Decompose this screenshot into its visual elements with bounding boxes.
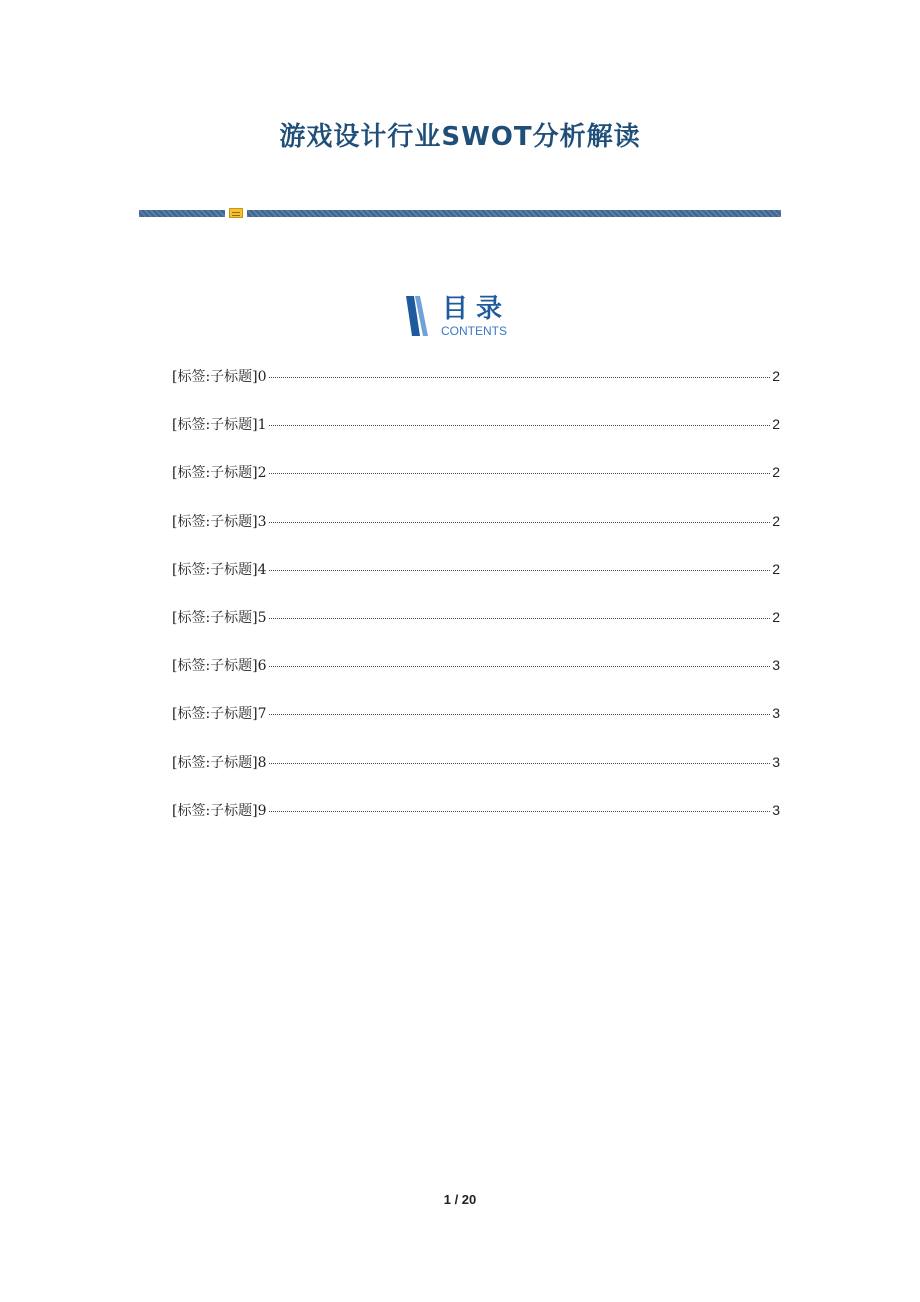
toc-entry[interactable] (172, 511, 780, 559)
toc-leader-dots (269, 811, 771, 812)
toc-entry-page: 3 (772, 801, 780, 818)
toc-leader-dots (269, 570, 771, 571)
toc-subheading: CONTENTS (441, 324, 507, 338)
toc-entry-label: [标签:子标题]5 (172, 609, 267, 626)
toc-leader-dots (269, 425, 771, 426)
document-title: 游戏设计行业SWOT分析解读 (279, 122, 641, 152)
toc-leader-dots (269, 473, 771, 474)
toc-leader-dots (269, 618, 771, 619)
toc-entry[interactable] (172, 607, 780, 655)
divider-right-bar (247, 210, 781, 217)
toc-entry-label: [标签:子标题]4 (172, 561, 267, 578)
toc-leader-dots (269, 763, 771, 764)
book-icon (229, 208, 243, 218)
toc-entry-label: [标签:子标题]8 (172, 754, 267, 771)
toc-entry[interactable] (172, 800, 780, 848)
page-indicator: 1 / 20 (443, 1192, 477, 1207)
toc-heading: 目录 (442, 294, 511, 324)
toc-stripe-icon (404, 294, 434, 338)
toc-leader-dots (269, 522, 771, 523)
toc-entry-page: 2 (772, 512, 780, 529)
toc-entry-page: 3 (772, 705, 780, 722)
toc-entry[interactable] (172, 414, 780, 462)
toc-entry[interactable] (172, 752, 780, 800)
toc-leader-dots (269, 714, 771, 715)
toc-entry-page: 2 (772, 416, 780, 433)
title-divider (139, 208, 781, 218)
divider-left-bar (139, 210, 225, 217)
toc-header (404, 294, 524, 340)
toc-entry[interactable] (172, 462, 780, 510)
toc-leader-dots (269, 666, 771, 667)
toc-entry-label: [标签:子标题]6 (172, 658, 267, 675)
toc-entry-page: 3 (772, 657, 780, 674)
toc-entry-label: [标签:子标题]0 (172, 369, 267, 385)
toc-entry-label: [标签:子标题]2 (172, 465, 267, 482)
toc-entry-page: 3 (772, 753, 780, 770)
toc-entry-label: [标签:子标题]9 (172, 802, 267, 819)
toc-list (172, 366, 780, 848)
toc-entry-page: 2 (772, 608, 780, 625)
toc-entry-page: 2 (772, 560, 780, 577)
toc-entry-label: [标签:子标题]1 (172, 417, 267, 434)
toc-entry[interactable] (172, 559, 780, 607)
toc-entry-page: 2 (772, 368, 780, 384)
toc-entry-page: 2 (772, 464, 780, 481)
toc-entry[interactable] (172, 655, 780, 703)
toc-entry-label: [标签:子标题]3 (172, 513, 267, 530)
toc-entry-label: [标签:子标题]7 (172, 706, 267, 723)
toc-leader-dots (269, 377, 771, 378)
toc-entry[interactable] (172, 703, 780, 751)
toc-entry[interactable] (172, 366, 780, 414)
